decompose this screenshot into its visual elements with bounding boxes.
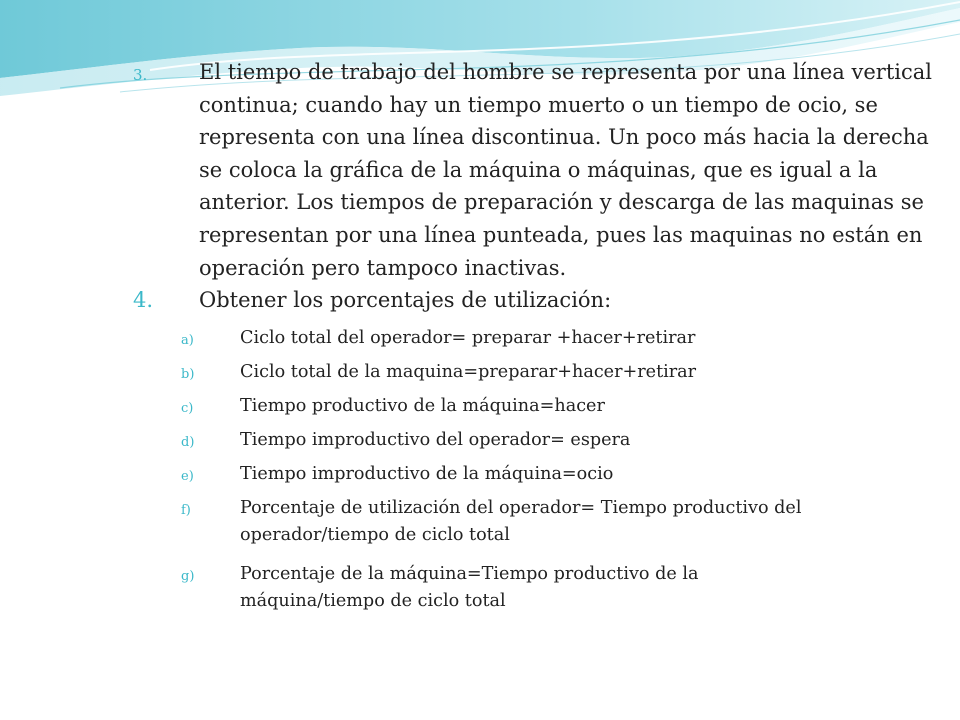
item-text: El tiempo de trabajo del hombre se representa por una línea vertical continua; cuando hay un tiempo muerto o un tiempo de ocio, se representa con una línea discontinua. Un poco más hacia la derecha se coloca la gráfica de la máquina o máquinas, que es igual a la anterior. Los tiempos de preparación y descarga de las maquinas se representan por una línea punteada, pues las maquinas no están en operación pero tampoco inactivas. bbox=[199, 60, 932, 280]
subitem-text: Tiempo improductivo de la máquina=ocio bbox=[240, 464, 614, 484]
subitem-text: Tiempo productivo de la máquina=hacer bbox=[240, 396, 605, 416]
subitem-letter: c) bbox=[181, 401, 194, 416]
subitem-letter: f) bbox=[181, 503, 191, 518]
subitem-letter: a) bbox=[181, 333, 194, 348]
subitem-letter: e) bbox=[181, 469, 194, 484]
subitem-letter: d) bbox=[181, 435, 195, 450]
subitem-text: Tiempo improductivo del operador= espera bbox=[240, 430, 631, 450]
item-number: 3. bbox=[133, 66, 148, 84]
subitem-letter: g) bbox=[181, 569, 195, 584]
subitem-text: Ciclo total de la maquina=preparar+hacer+retirar bbox=[240, 362, 697, 382]
item-text: Obtener los porcentajes de utilización: bbox=[199, 288, 612, 312]
subitem-letter: b) bbox=[181, 367, 195, 382]
subitem-text: Porcentaje de utilización del operador= Tiempo productivo del operador/tiempo de ciclo total bbox=[240, 498, 802, 545]
subitem-text: Ciclo total del operador= preparar +hacer+retirar bbox=[240, 328, 696, 348]
subitem-text: Porcentaje de la máquina=Tiempo productivo de la máquina/tiempo de ciclo total bbox=[240, 564, 699, 611]
item-number: 4. bbox=[133, 288, 154, 312]
